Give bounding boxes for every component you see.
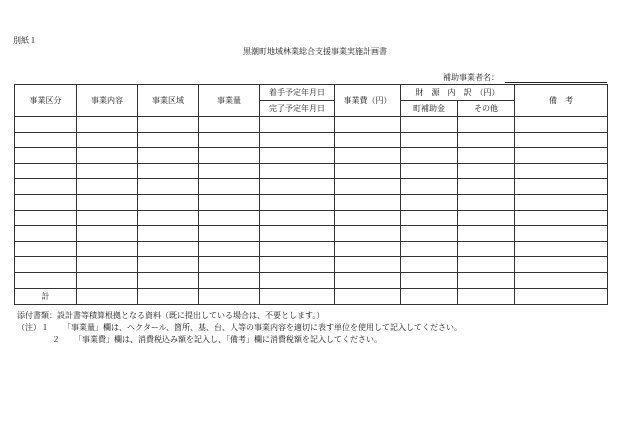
table-row	[15, 257, 608, 273]
header-category: 事業区分	[15, 85, 77, 117]
table-row	[15, 179, 608, 195]
table-cell[interactable]	[335, 257, 401, 273]
total-label: 計	[15, 288, 77, 304]
table-cell[interactable]	[138, 210, 199, 226]
table-cell[interactable]	[401, 241, 458, 257]
table-cell[interactable]	[260, 132, 335, 148]
table-cell[interactable]	[515, 148, 608, 164]
table-cell[interactable]	[77, 272, 138, 288]
table-cell[interactable]	[138, 163, 199, 179]
note-1	[17, 322, 462, 334]
table-cell[interactable]	[458, 288, 515, 304]
table-cell[interactable]	[401, 132, 458, 148]
table-cell[interactable]	[260, 117, 335, 133]
table-cell[interactable]	[515, 257, 608, 273]
table-cell[interactable]	[515, 117, 608, 133]
table-cell[interactable]	[515, 226, 608, 242]
header-remarks: 備 考	[515, 85, 608, 117]
plan-table	[14, 84, 608, 305]
table-cell[interactable]	[15, 257, 77, 273]
table-cell[interactable]	[138, 272, 199, 288]
table-cell[interactable]	[138, 179, 199, 195]
note-2-text: 「事業費」欄は、消費税込み額を記入し、「備考」欄に消費税額を記入してください。	[74, 335, 382, 344]
table-cell[interactable]	[138, 132, 199, 148]
table-cell[interactable]	[77, 117, 138, 133]
table-cell[interactable]	[77, 194, 138, 210]
table-cell[interactable]	[138, 117, 199, 133]
applicant-label: 補助事業者名：	[443, 73, 499, 82]
table-cell[interactable]	[401, 272, 458, 288]
table-cell[interactable]	[260, 241, 335, 257]
table-cell[interactable]	[335, 117, 401, 133]
table-cell[interactable]	[401, 288, 458, 304]
table-cell[interactable]	[199, 117, 260, 133]
table-cell[interactable]	[458, 132, 515, 148]
header-end-date: 完了予定年月日	[260, 101, 335, 117]
header-other: その他	[458, 101, 515, 117]
table-cell[interactable]	[15, 194, 77, 210]
table-cell[interactable]	[515, 179, 608, 195]
table-cell[interactable]	[401, 163, 458, 179]
document-title: 黒潮町地域林業総合支援事業実施計画書	[243, 47, 387, 56]
table-cell[interactable]	[138, 241, 199, 257]
table-row	[15, 194, 608, 210]
table-cell[interactable]	[335, 148, 401, 164]
table-cell[interactable]	[77, 241, 138, 257]
header-start-date: 着手予定年月日	[260, 85, 335, 101]
table-cell[interactable]	[77, 148, 138, 164]
table-cell[interactable]	[458, 117, 515, 133]
table-cell[interactable]	[458, 272, 515, 288]
table-cell[interactable]	[335, 288, 401, 304]
table-cell[interactable]	[77, 163, 138, 179]
table-cell[interactable]	[199, 132, 260, 148]
header-town-subsidy: 町補助金	[401, 101, 458, 117]
table-cell[interactable]	[15, 117, 77, 133]
table-cell[interactable]	[15, 210, 77, 226]
table-row	[15, 148, 608, 164]
table-cell[interactable]	[199, 148, 260, 164]
table-cell[interactable]	[77, 288, 138, 304]
table-cell[interactable]	[138, 148, 199, 164]
table-cell[interactable]	[260, 272, 335, 288]
table-cell[interactable]	[335, 163, 401, 179]
table-cell[interactable]	[335, 210, 401, 226]
note-2-prefix: ２	[52, 335, 60, 344]
table-cell[interactable]	[458, 179, 515, 195]
attachment-label: 別紙１	[13, 36, 37, 45]
table-cell[interactable]	[199, 194, 260, 210]
table-cell[interactable]	[260, 148, 335, 164]
table-cell[interactable]	[15, 163, 77, 179]
table-cell[interactable]	[199, 272, 260, 288]
attachments-note: 添付書類：設計書等積算根拠となる資料（既に提出している場合は、不要とします。）	[17, 311, 325, 320]
table-cell[interactable]	[260, 210, 335, 226]
table-row	[15, 226, 608, 242]
table-cell[interactable]	[260, 194, 335, 210]
applicant-name-line	[505, 82, 607, 83]
table-cell[interactable]	[458, 257, 515, 273]
table-cell[interactable]	[401, 117, 458, 133]
note-2	[17, 334, 462, 346]
table-cell[interactable]	[138, 288, 199, 304]
table-cell[interactable]	[199, 210, 260, 226]
table-cell[interactable]	[458, 194, 515, 210]
note-1-text: 「事業量」欄は、ヘクタール、箇所、基、台、人等の事業内容を適切に表す単位を使用して記入してください。	[63, 323, 463, 332]
table-cell[interactable]	[515, 241, 608, 257]
table-cell[interactable]	[15, 272, 77, 288]
table-row	[15, 163, 608, 179]
table-cell[interactable]	[335, 226, 401, 242]
header-cost: 事業費（円）	[335, 85, 401, 117]
table-cell[interactable]	[199, 179, 260, 195]
table-row	[15, 132, 608, 148]
table-cell[interactable]	[335, 272, 401, 288]
total-row	[15, 288, 608, 304]
table-cell[interactable]	[401, 194, 458, 210]
table-cell[interactable]	[15, 132, 77, 148]
notes-block	[17, 310, 462, 346]
table-cell[interactable]	[515, 163, 608, 179]
table-cell[interactable]	[458, 226, 515, 242]
table-row	[15, 241, 608, 257]
table-cell[interactable]	[515, 288, 608, 304]
table-body	[15, 117, 608, 289]
table-cell[interactable]	[199, 288, 260, 304]
table-cell[interactable]	[77, 226, 138, 242]
table-cell[interactable]	[260, 288, 335, 304]
table-cell[interactable]	[15, 226, 77, 242]
table-cell[interactable]	[15, 241, 77, 257]
table-cell[interactable]	[335, 132, 401, 148]
table-row	[15, 210, 608, 226]
table-cell[interactable]	[138, 194, 199, 210]
table-cell[interactable]	[335, 179, 401, 195]
table-cell[interactable]	[515, 272, 608, 288]
table-cell[interactable]	[77, 210, 138, 226]
header-amount: 事業量	[199, 85, 260, 117]
header-content: 事業内容	[77, 85, 138, 117]
table-cell[interactable]	[458, 210, 515, 226]
table-cell[interactable]	[199, 257, 260, 273]
table-cell[interactable]	[401, 179, 458, 195]
table-cell[interactable]	[401, 148, 458, 164]
table-cell[interactable]	[401, 226, 458, 242]
table-cell[interactable]	[335, 241, 401, 257]
table-cell[interactable]	[199, 226, 260, 242]
table-cell[interactable]	[458, 148, 515, 164]
table-cell[interactable]	[515, 194, 608, 210]
table-row	[15, 117, 608, 133]
table-cell[interactable]	[77, 179, 138, 195]
header-area: 事業区域	[138, 85, 199, 117]
table-cell[interactable]	[401, 257, 458, 273]
table-cell[interactable]	[77, 257, 138, 273]
table-cell[interactable]	[199, 163, 260, 179]
table-cell[interactable]	[260, 226, 335, 242]
table-cell[interactable]	[335, 194, 401, 210]
table-cell[interactable]	[138, 226, 199, 242]
table-cell[interactable]	[260, 163, 335, 179]
table-cell[interactable]	[77, 132, 138, 148]
table-row	[15, 272, 608, 288]
table-cell[interactable]	[401, 210, 458, 226]
table-cell[interactable]	[458, 163, 515, 179]
table-cell[interactable]	[15, 148, 77, 164]
note-1-prefix: （注）１	[17, 323, 49, 332]
table-cell[interactable]	[199, 241, 260, 257]
table-cell[interactable]	[260, 179, 335, 195]
table-cell[interactable]	[15, 179, 77, 195]
header-breakdown: 財 源 内 訳 （円）	[401, 85, 515, 101]
table-cell[interactable]	[138, 257, 199, 273]
table-cell[interactable]	[458, 241, 515, 257]
table-cell[interactable]	[260, 257, 335, 273]
table-cell[interactable]	[515, 210, 608, 226]
table-cell[interactable]	[515, 132, 608, 148]
